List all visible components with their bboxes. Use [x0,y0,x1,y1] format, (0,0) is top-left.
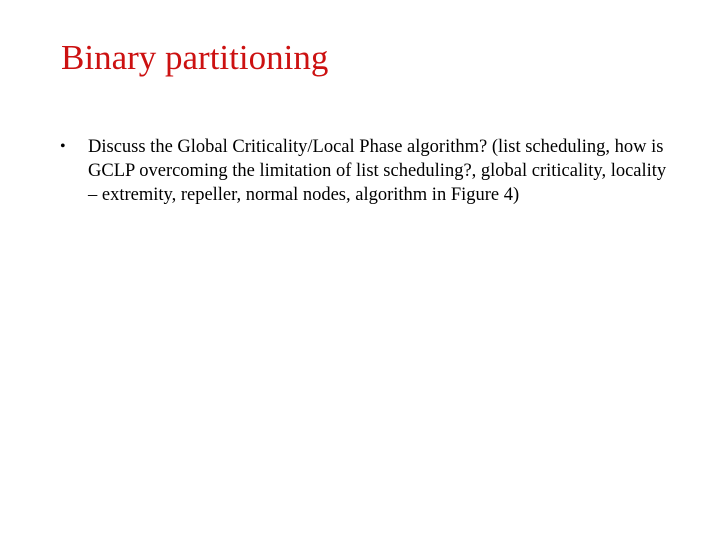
bullet-text: Discuss the Global Criticality/Local Phase algorithm? (list scheduling, how is GCLP overcoming the limitation of list scheduling?, global criticality, locality – extremity, repeller, normal nodes, algorithm in Figure 4) [88,137,667,205]
bullet-marker: • [60,138,66,155]
bullet-list [60,135,670,207]
bullet-item [60,135,670,207]
slide-title: Binary partitioning [61,38,329,77]
